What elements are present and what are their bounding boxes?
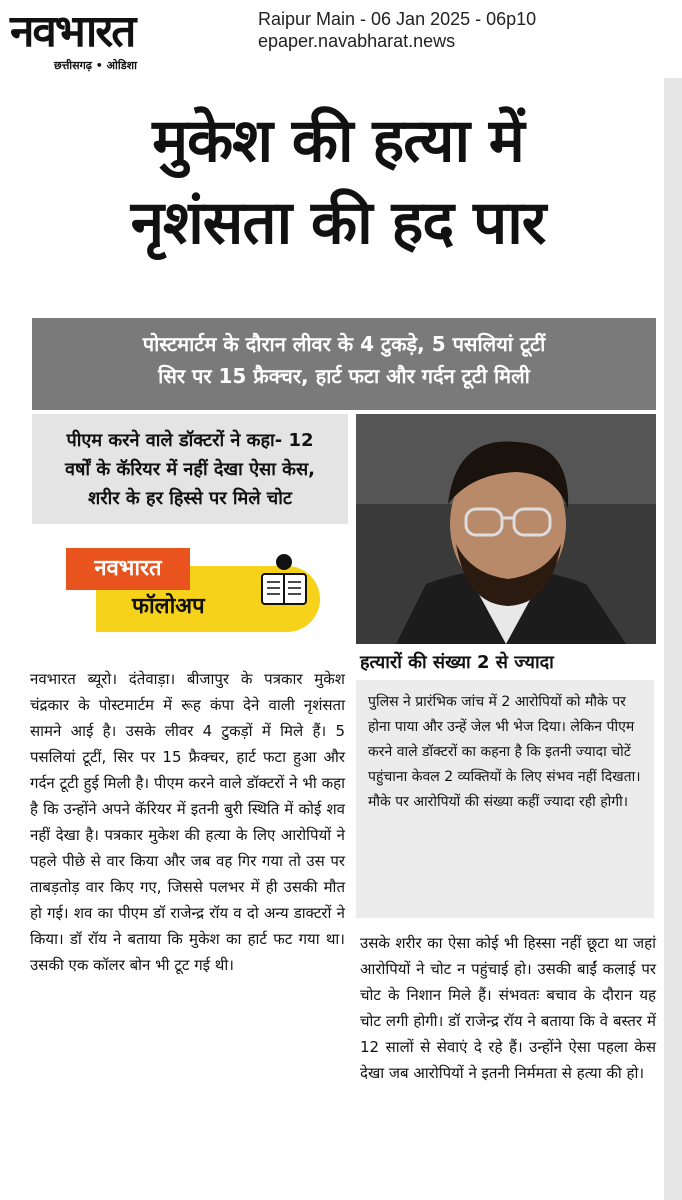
article-text-left: नवभारत ब्यूरो। दंतेवाड़ा। बीजापुर के पत्रकार मुकेश चंद्रकार के पोस्टमार्टम में रूह कंपा देने वाली नृशंसता सामने आई है। उसके लीवर 4 टुकड़ों में मिले हैं। 5 पसलियां टूटीं, सिर पर 15 फ्रैक्चर, हार्ट फटा हुआ और गर्दन टूटी हुई मिली है। पीएम करने वाले डॉक्टरों ने भी कहा है कि उन्होंने अपने कॅरियर में इतनी बुरी स्थिति में कोई शव नहीं देखा है। पत्रकार मुकेश की हत्या के लिए आरोपियों ने पहले पीछे से वार किया और जब वह गिर गया तो उस पर ताबड़तोड़ वार किए गए, जिससे पलभर में ही उसकी मौत हो गई। शव का पीएम डॉ राजेन्द्र रॉय व दो अन्य डाक्टरों ने किया। डॉ रॉय ने बताया कि मुकेश का हार्ट फट गया था। उसकी एक कॉलर बोन भी टूट गई थी। <box>30 670 345 974</box>
logo <box>4 4 236 74</box>
quote-line-3: शरीर के हर हिस्से पर मिले चोट <box>88 488 292 509</box>
headline-line-1: मुकेश की हत्या में <box>152 106 524 176</box>
logo-text: नवभारत <box>10 6 135 57</box>
followup-brand-badge: नवभारत <box>66 548 190 590</box>
headline <box>18 100 658 264</box>
victim-photo <box>356 414 656 644</box>
subheadline-band <box>32 318 656 410</box>
sidebar-title: हत्यारों की संख्या 2 से ज्यादा <box>360 652 554 673</box>
sidebar-text: पुलिस ने प्रारंभिक जांच में 2 आरोपियों को मौके पर होना पाया और उन्हें जेल भी भेज दिया। लेकिन पीएम करने वाले डॉक्टरों का कहना है कि इतनी ज्यादा चोटें पहुंचाना केवल 2 व्यक्तियों के लिए संभव नहीं दिखता। मौके पर आरोपियों की संख्या कहीं ज्यादा रही होगी। <box>368 694 641 810</box>
edition-info <box>258 8 536 52</box>
sidebar-box <box>356 680 654 918</box>
article-body-right <box>360 930 656 1086</box>
quote-line-2: वर्षों के कॅरियर में नहीं देखा ऐसा केस, <box>65 459 315 480</box>
logo-subtitle: छत्तीसगढ़ • ओडिशा <box>54 59 137 72</box>
edition-line: Raipur Main - 06 Jan 2025 - 06p10 <box>258 9 537 29</box>
headline-line-2: नृशंसता की हद पार <box>130 188 546 258</box>
followup-label: फॉलोअप <box>132 594 205 619</box>
reader-icon <box>258 552 310 612</box>
article-text-right: उसके शरीर का ऐसा कोई भी हिस्सा नहीं छूटा था जहां आरोपियों ने चोट न पहुंचाई हो। उसकी बाईं कलाई पर चोट के निशान मिले हैं। संभवतः बचाव के दौरान यह चोट लगी होगी। डॉ राजेन्द्र रॉय ने बताया कि वे बस्तर में 12 सालों से सेवाएं दे रहे हैं। उन्होंने ऐसा पहला केस देखा जब आरोपियों ने इतनी निर्ममता से हत्या की हो। <box>360 934 656 1082</box>
article-body-left <box>30 666 345 978</box>
quote-line-1: पीएम करने वाले डॉक्टरों ने कहा- 12 <box>66 430 314 451</box>
doctor-quote-box <box>32 414 352 524</box>
portrait-illustration <box>356 414 656 644</box>
masthead <box>0 0 682 78</box>
subheadline-line-1: पोस्टमार्टम के दौरान लीवर के 4 टुकड़े, 5 पसलियां टूटीं <box>142 332 546 356</box>
page-edge <box>664 78 682 1200</box>
epaper-url: epaper.navabharat.news <box>258 31 456 51</box>
subheadline-line-2: सिर पर 15 फ्रैक्चर, हार्ट फटा और गर्दन टूटी मिली <box>158 364 530 388</box>
